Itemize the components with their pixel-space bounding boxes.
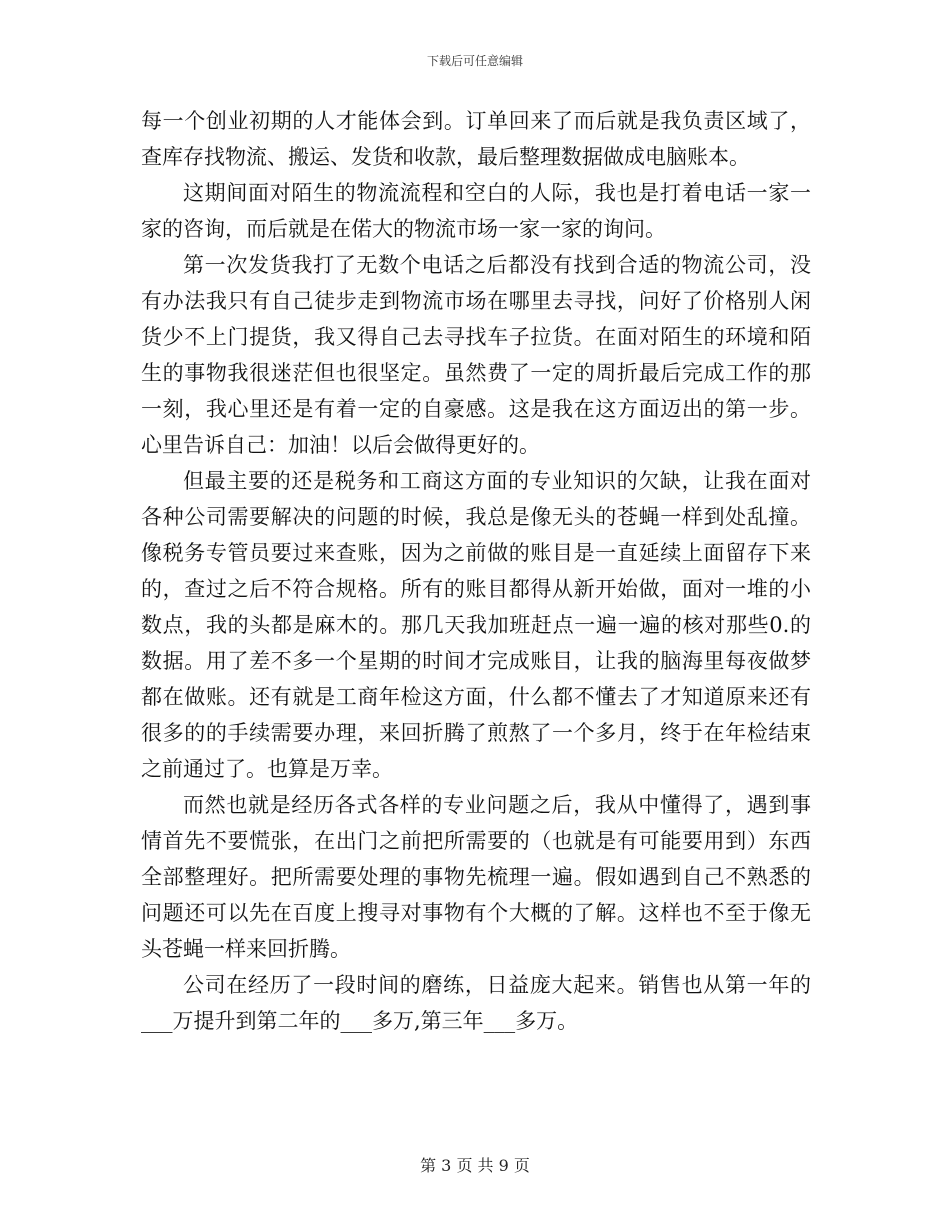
paragraph-6: 公司在经历了一段时间的磨练，日益庞大起来。销售也从第一年的___万提升到第二年的___多万,第三年___多万。 [141, 973, 811, 1033]
paragraph-1: 每一个创业初期的人才能体会到。订单回来了而后就是我负责区域了，查库存找物流、搬运、发货和收款，最后整理数据做成电脑账本。 [141, 109, 811, 169]
paragraph-3: 第一次发货我打了无数个电话之后都没有找到合适的物流公司，没有办法我只有自己徒步走到物流市场在哪里去寻找，问好了价格别人闲货少不上门提货，我又得自己去寻找车子拉货。在面对陌生的环境和陌生的事物我很迷茫但也很坚定。虽然费了一定的周折最后完成工作的那一刻，我心里还是有着一定的自豪感。这是我在这方面迈出的第一步。心里告诉自己：加油！以后会做得更好的。 [141, 253, 811, 457]
paragraph-4: 但最主要的还是税务和工商这方面的专业知识的欠缺，让我在面对各种公司需要解决的问题的时候，我总是像无头的苍蝇一样到处乱撞。像税务专管员要过来查账，因为之前做的账目是一直延续上面留存下来的，查过之后不符合规格。所有的账目都得从新开始做，面对一堆的小数点，我的头都是麻木的。那几天我加班赶点一遍一遍的核对那些0.的数据。用了差不多一个星期的时间才完成账目，让我的脑海里每夜做梦都在做账。还有就是工商年检这方面，什么都不懂去了才知道原来还有很多的的手续需要办理，来回折腾了煎熬了一个多月，终于在年检结束之前通过了。也算是万幸。 [141, 469, 811, 781]
document-body [141, 103, 811, 1039]
page-footer: 第 3 页 共 9 页 [420, 1156, 530, 1175]
paragraph-2: 这期间面对陌生的物流流程和空白的人际，我也是打着电话一家一家的咨询，而后就是在偌大的物流市场一家一家的询问。 [141, 181, 811, 241]
paragraph-5: 而然也就是经历各式各样的专业问题之后，我从中懂得了，遇到事情首先不要慌张，在出门之前把所需要的（也就是有可能要用到）东西全部整理好。把所需要处理的事物先梳理一遍。假如遇到自己不熟悉的问题还可以先在百度上搜寻对事物有个大概的了解。这样也不至于像无头苍蝇一样来回折腾。 [141, 793, 811, 961]
page-header: 下载后可任意编辑 [426, 54, 523, 68]
